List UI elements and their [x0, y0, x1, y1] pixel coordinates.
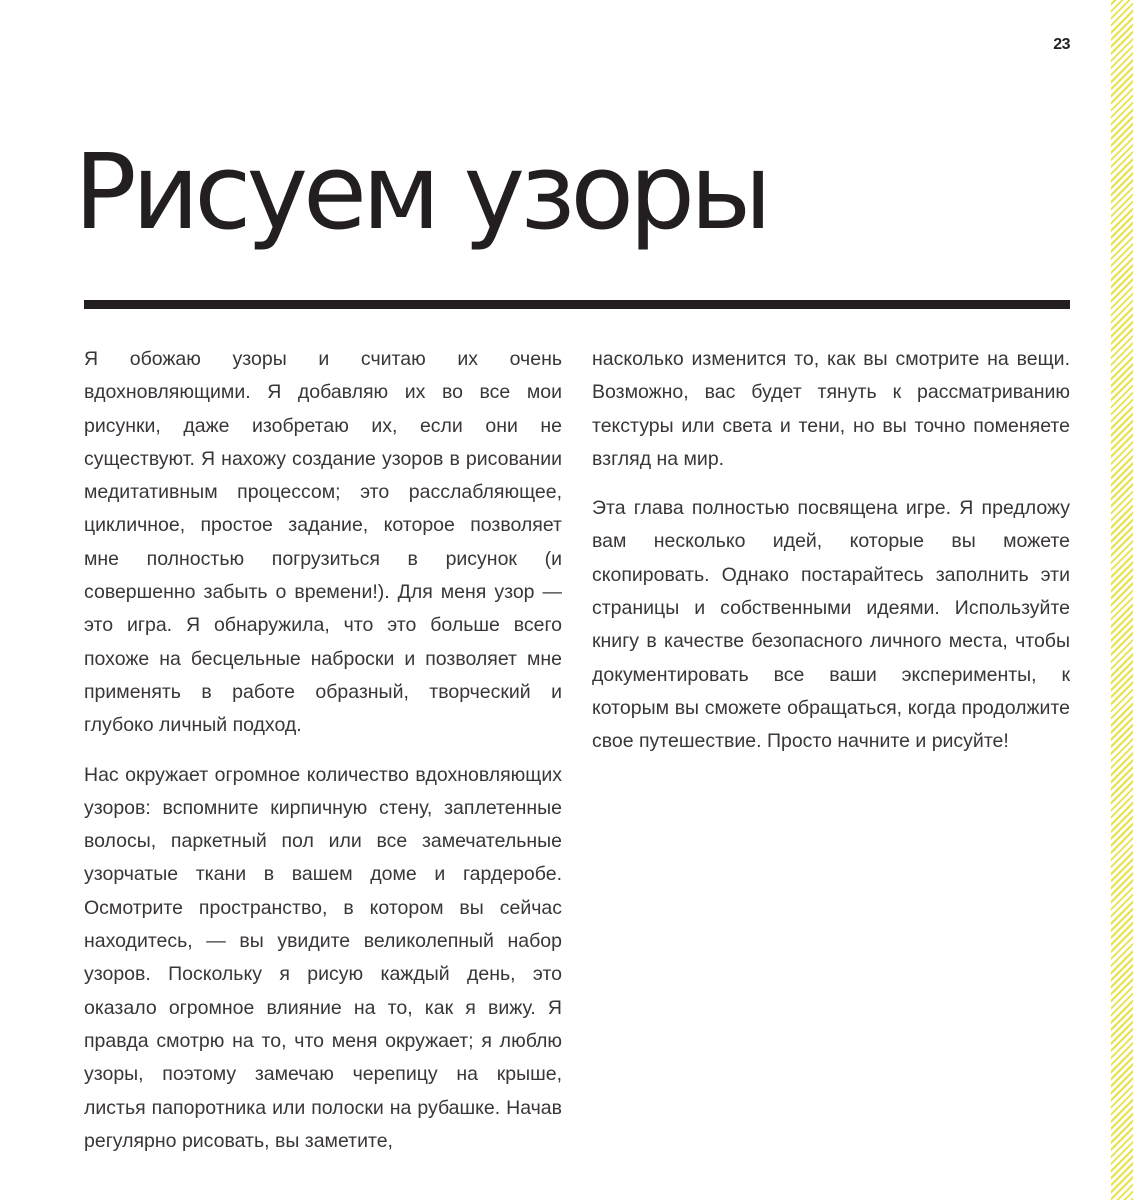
body-paragraph: насколько изменится то, как вы смотрите на вещи. Возможно, вас будет тянуть к рассматриванию текстуры или света и тени, но вы точно поменяете взгляд на мир. — [592, 348, 1070, 470]
title-divider — [84, 300, 1070, 309]
left-text-column — [84, 343, 562, 1174]
page-title: Рисуем узоры — [74, 131, 768, 253]
page-number: 23 — [1053, 36, 1070, 53]
body-paragraph: Эта глава полностью посвящена игре. Я предложу вам несколько идей, которые вы можете скопировать. Однако постарайтесь заполнить эти страницы и собственными идеями. Используйте книгу в качестве безопасного личного места, чтобы документировать все ваши эксперименты, к которым вы сможете обращаться, когда продолжите свое путешествие. Просто начните и рисуйте! — [592, 497, 1070, 753]
body-paragraph: Нас окружает огромное количество вдохновляющих узоров: вспомните кирпичную стену, заплетенные волосы, паркетный пол или все замечательные узорчатые ткани в вашем доме и гардеробе. Осмотрите пространство, в котором вы сейчас находитесь, — вы увидите великолепный набор узоров. Поскольку я рисую каждый день, это оказало огромное влияние на то, как я вижу. Я правда смотрю на то, что меня окружает; я люблю узоры, поэтому замечаю черепицу на крыше, листья папоротника или полоски на рубашке. Начав регулярно рисовать, вы заметите, — [84, 763, 562, 1152]
right-text-column — [592, 343, 1070, 775]
body-paragraph: Я обожаю узоры и считаю их очень вдохновляющими. Я добавляю их во все мои рисунки, даже изобретаю их, если они не существуют. Я нахожу создание узоров в рисовании медитативным процессом; это расслабляющее, цикличное, простое задание, которое позволяет мне полностью погрузиться в рисунок (и совершенно забыть о времени!). Для меня узор — это игра. Я обнаружила, что это больше всего похоже на бесцельные наброски и позволяет мне применять в работе образный, творческий и глубоко личный подход. — [84, 348, 562, 737]
decorative-stripe-band — [1111, 0, 1133, 1200]
